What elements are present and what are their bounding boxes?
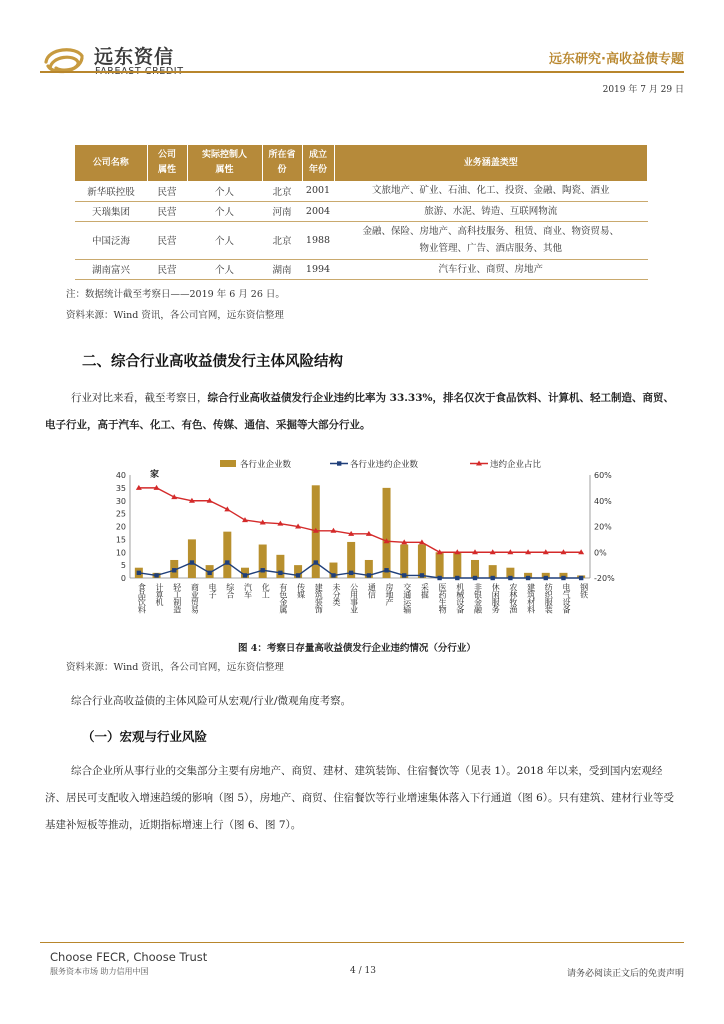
category-label: 传媒 (296, 583, 306, 598)
category-label: 食品饮料 (137, 583, 147, 613)
table-cell: 汽车行业、商贸、房地产 (334, 259, 648, 279)
table-row (75, 181, 648, 201)
line-point (314, 560, 318, 564)
legend-label: 违约企业占比 (490, 460, 542, 470)
line-point (490, 576, 494, 580)
category-label: 房地产 (385, 583, 395, 606)
y-tick-left: 20 (115, 522, 126, 532)
table-note: 注：数据统计截至考察日——2019 年 6 月 26 日。 (66, 289, 285, 300)
section-paragraph (45, 385, 680, 439)
table-row (75, 201, 648, 221)
line-point (561, 576, 565, 580)
line-point (137, 571, 141, 575)
line-point (384, 568, 388, 572)
line-point (154, 573, 158, 577)
y-tick-right: 40% (594, 496, 612, 506)
chart-caption: 图 4：考察日存量高收益债发行企业违约情况（分行业） (238, 643, 476, 654)
table-cell: 民营 (147, 181, 187, 201)
paragraph-text: 行业对比来看，截至考察日， (71, 392, 208, 404)
line-point (225, 560, 229, 564)
line-point (526, 576, 530, 580)
bar (471, 560, 479, 578)
y-tick-left: 15 (115, 535, 126, 545)
table-row (75, 221, 648, 259)
chart-source: 资料来源：Wind 资讯，各公司官网，远东资信整理 (66, 662, 284, 673)
table-cell: 文旅地产、矿业、石油、化工、投资、金融、陶瓷、酒业 (334, 181, 648, 201)
report-date: 2019 年 7 月 29 日 (602, 85, 684, 95)
line-point (331, 573, 335, 577)
line-point (260, 568, 264, 572)
category-label: 公用事业 (349, 583, 359, 613)
category-label: 电气设备 (561, 583, 571, 613)
fareast-logo-icon (40, 40, 88, 80)
table-cell: 民营 (147, 259, 187, 279)
table-header-cell: 公司 属性 (147, 145, 187, 181)
y-tick-left: 10 (115, 548, 126, 558)
line-point (190, 560, 194, 564)
y-tick-left: 40 (115, 471, 126, 480)
table-header-cell: 成立 年份 (302, 145, 334, 181)
table-cell: 民营 (147, 201, 187, 221)
table-cell: 个人 (187, 221, 262, 259)
company-table (75, 145, 648, 280)
bar (383, 488, 391, 578)
table-cell: 个人 (187, 201, 262, 221)
paragraph-bold-text: 综合行业高收益债发行企业违约比率为 33.33%，排名仅次于食品饮料、计算机、轻工制造、商贸、电子行业，高于汽车、化工、有色、传媒、通信、采掘等大部分行业。 (45, 392, 675, 431)
left-axis-unit: 家 (150, 470, 160, 480)
bar (188, 539, 196, 578)
bar (400, 545, 408, 578)
line-point (296, 573, 300, 577)
line-point (420, 573, 424, 577)
table-row (75, 259, 648, 279)
category-label: 轻工制造 (172, 583, 182, 613)
category-label: 计算机 (155, 583, 165, 606)
header-divider (40, 71, 684, 73)
category-label: 农林牧渔 (508, 583, 518, 613)
legend-swatch (220, 460, 236, 467)
line-point (473, 576, 477, 580)
y-tick-left: 0 (120, 574, 126, 583)
table-header-cell: 所在省 份 (262, 145, 302, 181)
category-label: 医药生物 (438, 583, 448, 613)
legend-label: 各行业违约企业数 (350, 460, 419, 470)
table-cell: 2001 (302, 181, 334, 201)
legend-marker (337, 461, 341, 465)
category-label: 有色金属 (278, 583, 288, 613)
footer-subtitle: 服务资本市场 助力信用中国 (50, 967, 149, 976)
y-tick-right: 0% (594, 548, 607, 558)
category-label: 通信 (367, 583, 377, 598)
report-series-title: 远东研究·高收益债专题 (549, 52, 684, 67)
line-point (402, 573, 406, 577)
category-label: 商业贸易 (190, 583, 200, 613)
bar (259, 545, 267, 578)
series-line (139, 563, 581, 578)
table-cell: 1988 (302, 221, 334, 259)
subsection-paragraph: 综合企业所从事行业的交集部分主要有房地产、商贸、建材、建筑装饰、住宿餐饮等（见表 1）。2018 年以来，受到国内宏观经济、居民可支配收入增速趋缓的影响（图 5），房地产、商贸、住宿餐饮等行业增速集体落入下行通道（图 6）。只有建筑、建材行业等受基建补短板等推动，近期指标增速上行（图 6、图 7）。 (45, 765, 675, 831)
category-label: 汽车 (243, 583, 253, 598)
category-label: 交通运输 (402, 583, 412, 613)
category-label: 建筑装饰 (314, 583, 324, 613)
category-label: 纺织服装 (544, 583, 554, 613)
y-tick-right: -20% (594, 574, 615, 583)
line-point (207, 571, 211, 575)
line-point (243, 573, 247, 577)
default-rate-chart (100, 453, 640, 633)
table-cell: 中国泛海 (75, 221, 147, 259)
y-tick-right: 60% (594, 471, 612, 480)
logo-chinese-name: 远东资信 (94, 46, 175, 68)
bar (418, 545, 426, 578)
line-point (437, 576, 441, 580)
page-number: 4 / 13 (350, 966, 376, 976)
line-point (455, 576, 459, 580)
table-cell: 天瑞集团 (75, 201, 147, 221)
table-cell: 旅游、水泥、铸造、互联网物流 (334, 201, 648, 221)
y-tick-left: 25 (115, 509, 126, 519)
legend-label: 各行业企业数 (240, 460, 292, 470)
y-tick-left: 35 (115, 483, 126, 493)
line-point (349, 571, 353, 575)
footer-slogan: Choose FECR, Choose Trust (50, 950, 208, 964)
line-point (544, 576, 548, 580)
line-point (508, 576, 512, 580)
table-cell: 湖南富兴 (75, 259, 147, 279)
subsection-heading: （一）宏观与行业风险 (82, 729, 208, 744)
line-point (278, 571, 282, 575)
table-header-cell: 实际控制人 属性 (187, 145, 262, 181)
line-point (172, 568, 176, 572)
bar (223, 532, 231, 578)
section-paragraph: 综合行业高收益债的主体风险可从宏观/行业/微观角度考察。 (71, 695, 352, 707)
category-label: 非银金融 (473, 583, 483, 613)
table-source: 资料来源：Wind 资讯，各公司官网，远东资信整理 (66, 310, 284, 321)
category-label: 建筑材料 (526, 583, 536, 613)
table-cell: 北京 (262, 181, 302, 201)
category-label: 休闲服务 (491, 583, 501, 613)
category-label: 化工 (261, 583, 271, 598)
category-label: 电子 (208, 583, 218, 598)
category-label: 未分类 (331, 583, 341, 606)
line-point (367, 573, 371, 577)
table-header-row (75, 145, 648, 181)
disclaimer-note: 请务必阅读正文后的免责声明 (566, 969, 684, 979)
table-header-cell: 业务涵盖类型 (334, 145, 648, 181)
category-label: 机械设备 (455, 583, 465, 613)
series-line (139, 488, 581, 552)
category-label: 综合 (225, 583, 235, 598)
table-cell: 2004 (302, 201, 334, 221)
y-tick-left: 30 (115, 496, 126, 506)
table-cell: 个人 (187, 181, 262, 201)
y-tick-left: 5 (120, 561, 126, 571)
table-header-cell: 公司名称 (75, 145, 147, 181)
bar (453, 552, 461, 578)
table-cell: 民营 (147, 221, 187, 259)
category-label: 钢铁 (579, 583, 589, 598)
table-cell: 1994 (302, 259, 334, 279)
category-label: 采掘 (420, 583, 430, 598)
table-cell: 河南 (262, 201, 302, 221)
table-cell: 金融、保险、房地产、高科技服务、租赁、商业、物资贸易、 物业管理、广告、酒店服务、其他 (334, 221, 648, 259)
table-cell: 新华联控股 (75, 181, 147, 201)
table-cell: 个人 (187, 259, 262, 279)
table-cell: 北京 (262, 221, 302, 259)
section-heading: 二、综合行业高收益债发行主体风险结构 (82, 354, 343, 370)
table-cell: 湖南 (262, 259, 302, 279)
y-tick-right: 20% (594, 522, 612, 532)
company-logo (40, 40, 220, 80)
line-point (579, 576, 583, 580)
table-body (75, 181, 648, 279)
footer-divider (40, 942, 684, 943)
bar (436, 552, 444, 578)
